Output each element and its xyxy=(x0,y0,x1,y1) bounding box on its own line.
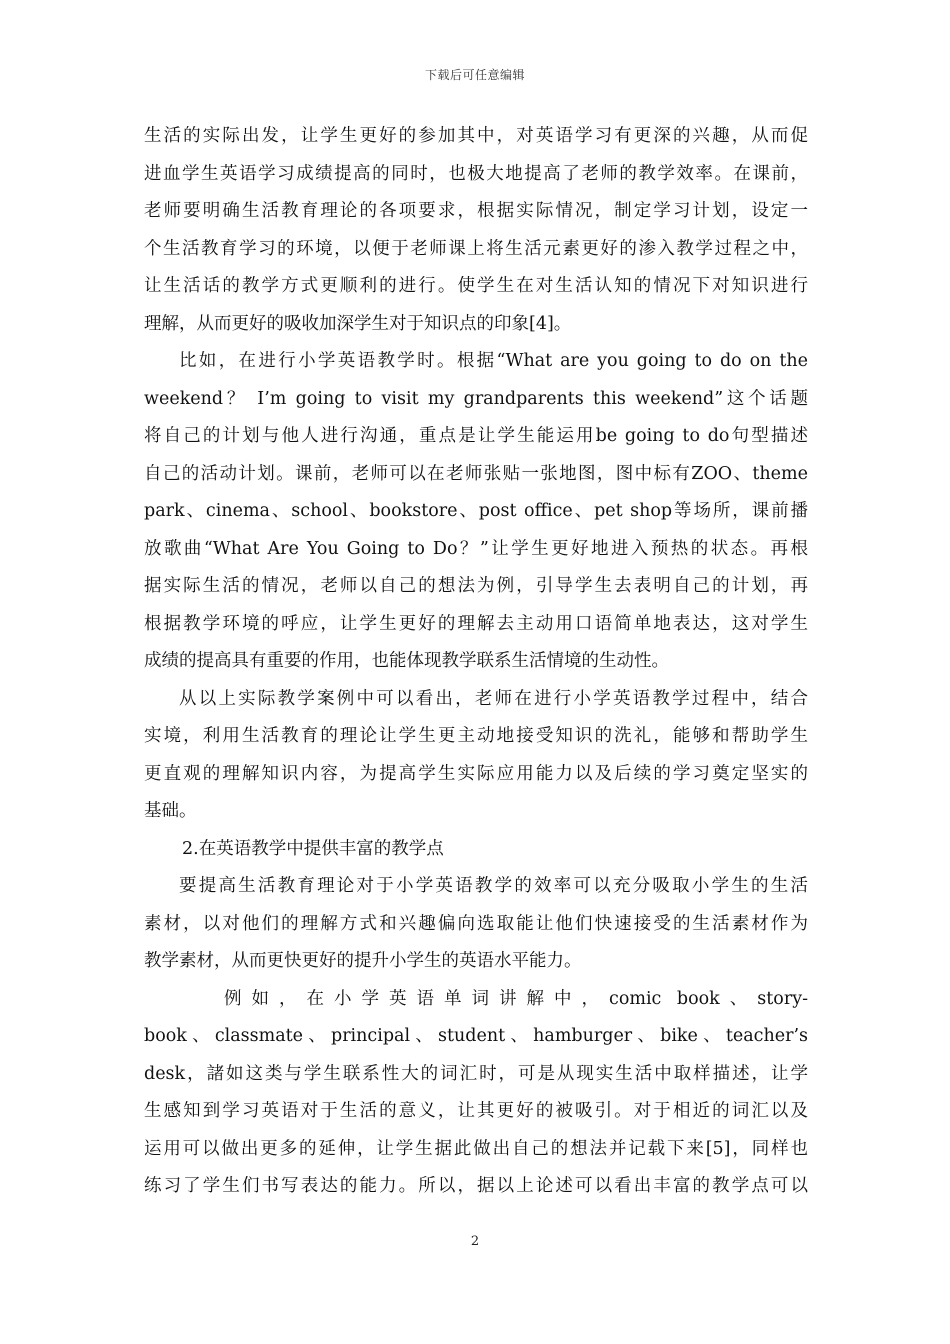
text-line: 自己的活动计划。课前，老师可以在老师张贴一张地图，图中标有ZOO、theme xyxy=(144,463,808,484)
text-line: 基础。 xyxy=(144,801,197,821)
page-number: 2 xyxy=(470,1234,480,1249)
text-line: park、cinema、school、bookstore、post office、pet shop等场所，课前播 xyxy=(144,501,808,521)
text-line: 例如，在小学英语单词讲解中，comic book、story- xyxy=(224,988,808,1009)
text-line: 实境，利用生活教育的理论让学生更主动地接受知识的洗礼，能够和帮助学生 xyxy=(144,726,808,746)
text-line: 运用可以做出更多的延伸，让学生据此做出自己的想法并记载下来[5]，同样也 xyxy=(144,1138,808,1159)
page-header: 下载后可任意编辑 xyxy=(424,68,525,82)
text-line: book、classmate、principal、student、hamburger、bike、teacher’s xyxy=(144,1026,808,1046)
text-line: desk，諸如这类与学生联系性大的词汇时，可是从现实生活中取样描述，让学 xyxy=(144,1063,808,1084)
text-line: 放歌曲“What Are You Going to Do？”让学生更好地进入预热的状态。再根 xyxy=(144,538,808,559)
text-line: 老师要明确生活教育理论的各项要求，根据实际情况，制定学习计划，设定一 xyxy=(144,201,808,221)
text-line: 成绩的提高具有重要的作用，也能体现教学联系生活情境的生动性。 xyxy=(144,651,669,671)
text-line: 生活的实际出发，让学生更好的参加其中，对英语学习有更深的兴趣，从而促 xyxy=(144,126,808,146)
text-line: 将自己的计划与他人进行沟通，重点是让学生能运用be going to do句型描述 xyxy=(144,426,808,446)
document-body xyxy=(144,118,808,1206)
text-line: 比如，在进行小学英语教学时。根据“What are you going to do on the xyxy=(179,351,808,371)
text-line: 教学素材，从而更快更好的提升小学生的英语水平能力。 xyxy=(144,951,582,971)
text-line: 从以上实际教学案例中可以看出，老师在进行小学英语教学过程中，结合 xyxy=(179,688,808,709)
text-line: 据实际生活的情况，老师以自己的想法为例，引导学生去表明自己的计划，再 xyxy=(144,576,808,596)
text-line: 更直观的理解知识内容，为提高学生实际应用能力以及后续的学习奠定坚实的 xyxy=(144,763,808,784)
text-line: 理解，从而更好的吸收加深学生对于知识点的印象[4]。 xyxy=(144,313,572,334)
text-line: 让生活话的教学方式更顺利的进行。使学生在对生活认知的情况下对知识进行 xyxy=(144,276,808,296)
text-line: weekend？ I’m going to visit my grandparents this weekend”这个话题 xyxy=(144,388,808,409)
text-line: 进血学生英语学习成绩提高的同时，也极大地提高了老师的教学效率。在课前， xyxy=(144,163,808,184)
text-line: 个生活教育学习的环境，以便于老师课上将生活元素更好的渗入教学过程之中， xyxy=(144,238,808,259)
section-heading: 2.在英语教学中提供丰富的教学点 xyxy=(182,838,444,859)
text-line: 生感知到学习英语对于生活的意义，让其更好的被吸引。对于相近的词汇以及 xyxy=(144,1101,808,1121)
text-line: 根据教学环境的呼应，让学生更好的理解去主动用口语简单地表达，这对学生 xyxy=(144,613,808,634)
text-line: 练习了学生们书写表达的能力。所以，据以上论述可以看出丰富的教学点可以 xyxy=(144,1176,808,1196)
text-line: 素材，以对他们的理解方式和兴趣偏向选取能让他们快速接受的生活素材作为 xyxy=(144,913,808,934)
text-line: 要提高生活教育理论对于小学英语教学的效率可以充分吸取小学生的生活 xyxy=(179,876,808,896)
